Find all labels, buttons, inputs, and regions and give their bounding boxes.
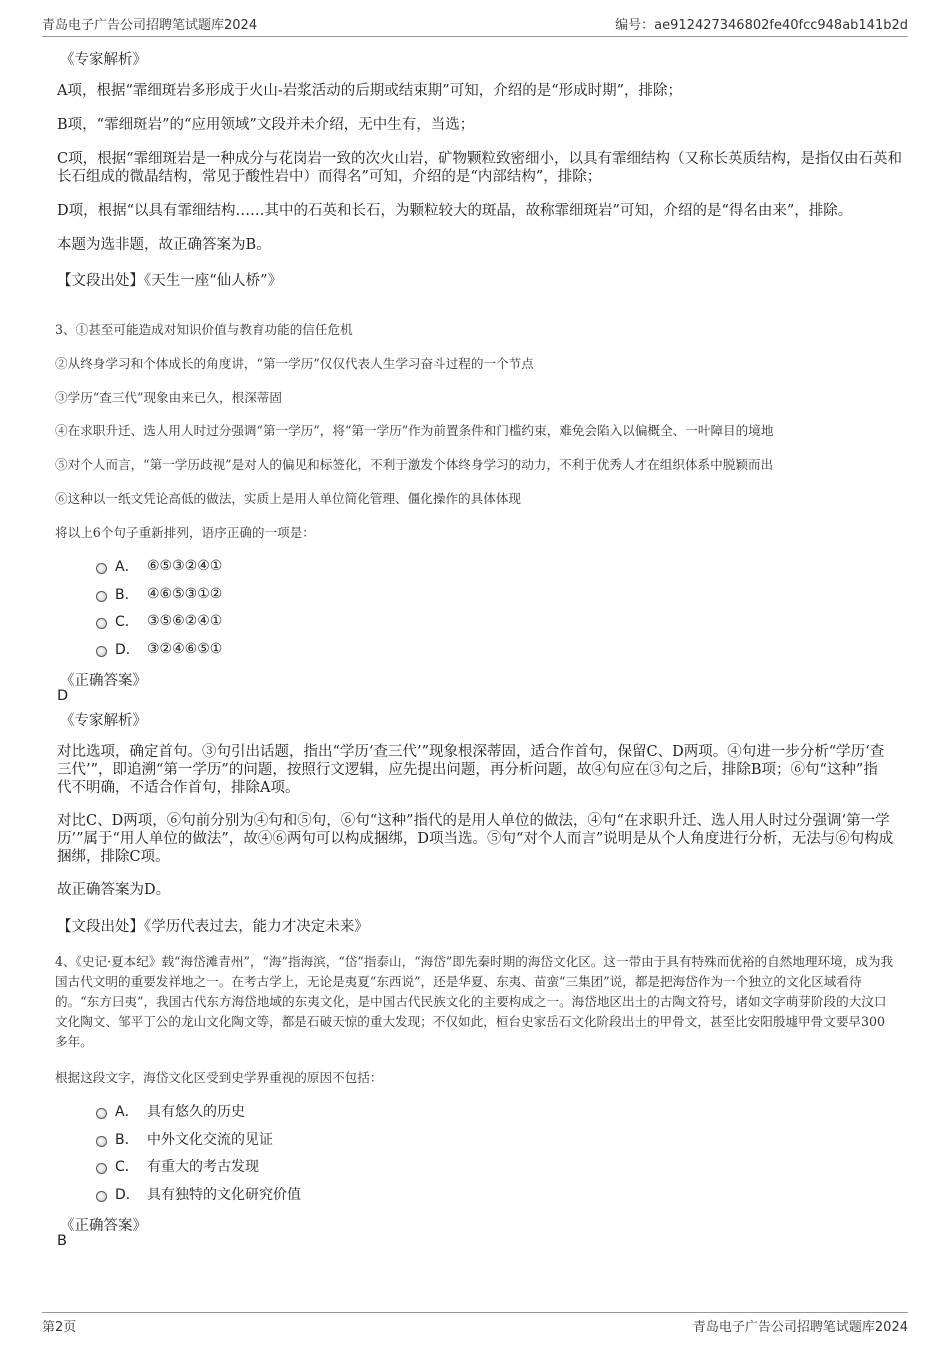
q3-analysis-label: 《专家解析》: [60, 713, 147, 729]
radio-icon[interactable]: [96, 618, 107, 629]
q3-prompt: 将以上6个句子重新排列，语序正确的一项是：: [55, 525, 315, 540]
analysis-line-a: A项，根据“霏细斑岩多形成于火山-岩浆活动的后期或结束期”可知，介绍的是“形成时期”，排除；: [57, 83, 683, 99]
q3-sentence-5: ⑤对个人而言，“第一学历歧视”是对人的偏见和标签化，不利于激发个体终身学习的动力，不利于优秀人才在组织体系中脱颖而出: [55, 457, 774, 472]
q3-sentence-1: 3、①甚至可能造成对知识价值与教育功能的信任危机: [55, 322, 353, 337]
radio-icon[interactable]: [96, 1191, 107, 1202]
q3-option-c[interactable]: C． ③⑤⑥②④①: [96, 611, 222, 631]
radio-icon[interactable]: [96, 1136, 107, 1147]
q4-option-d[interactable]: D． 具有独特的文化研究价值: [96, 1184, 301, 1204]
analysis-line-c: C项，根据“霏细斑岩是一种成分与花岗岩一致的次火山岩，矿物颗粒致密细小，以具有霏细结构（又称长英质结构，是指仅由石英和长石组成的微晶结构，常见于酸性岩中）而得名”可知，介绍的是“内部结构”，排除；: [57, 151, 903, 185]
radio-icon[interactable]: [96, 1163, 107, 1174]
analysis-conclusion: 本题为选非题，故正确答案为B。: [57, 237, 271, 253]
radio-icon[interactable]: [96, 1108, 107, 1119]
q3-sentence-6: ⑥这种以一纸文凭论高低的做法，实质上是用人单位简化管理、僵化操作的具体体现: [55, 491, 521, 506]
q3-answer-value: D: [57, 688, 69, 704]
q4-option-a[interactable]: A． 具有悠久的历史: [96, 1101, 245, 1121]
footer-title: 青岛电子广告公司招聘笔试题库2024: [692, 1320, 908, 1335]
q3-analysis-3: 故正确答案为D。: [57, 882, 171, 898]
q4-answer-value: B: [57, 1233, 67, 1249]
header-code: 编号：ae912427346802fe40fcc948ab141b2d: [615, 18, 908, 33]
q4-option-b[interactable]: B． 中外文化交流的见证: [96, 1129, 273, 1149]
q3-source-note: 【文段出处】《学历代表过去，能力才决定未来》: [57, 919, 369, 935]
source-note: 【文段出处】《天生一座“仙人桥”》: [57, 273, 283, 289]
q4-option-c[interactable]: C． 有重大的考古发现: [96, 1156, 259, 1176]
q3-analysis-1: 对比选项，确定首句。③句引出话题，指出“学历‘查三代’”现象根深蒂固，适合作首句，保留C、D两项。④句进一步分析“学历‘查三代’”，即追溯“第一学历”的问题，按照行文逻辑，应先提出问题，再分析问题，故④句应在③句之后，排除B项；⑥句“这种”指代不明确，不适合作首句，排除A项。: [57, 744, 885, 796]
q3-option-a[interactable]: A． ⑥⑤③②④①: [96, 556, 222, 576]
page-footer: [42, 1312, 908, 1335]
q3-answer-label: 《正确答案》: [60, 673, 147, 689]
q3-sentence-2: ②从终身学习和个体成长的角度讲，“第一学历”仅仅代表人生学习奋斗过程的一个节点: [55, 356, 534, 371]
q4-answer-label: 《正确答案》: [60, 1218, 147, 1234]
q3-option-b[interactable]: B． ④⑥⑤③①②: [96, 584, 222, 604]
radio-icon[interactable]: [96, 563, 107, 574]
q3-option-d[interactable]: D． ③②④⑥⑤①: [96, 639, 222, 659]
page-header: [42, 14, 908, 37]
q3-sentence-4: ④在求职升迁、选人用人时过分强调“第一学历”，将“第一学历”作为前置条件和门槛约束，难免会陷入以偏概全、一叶障目的境地: [55, 423, 774, 438]
q3-sentence-3: ③学历“查三代”现象由来已久，根深蒂固: [55, 390, 282, 405]
analysis-line-d: D项，根据“以具有霏细结构……其中的石英和长石，为颗粒较大的斑晶，故称霏细斑岩”可知，介绍的是“得名由来”，排除。: [57, 203, 853, 219]
header-title: 青岛电子广告公司招聘笔试题库2024: [42, 18, 258, 33]
analysis-line-b: B项，“霏细斑岩”的“应用领域”文段并未介绍，无中生有，当选；: [57, 117, 475, 133]
radio-icon[interactable]: [96, 646, 107, 657]
q4-passage: 4、《史记·夏本纪》载“海岱滩青州”，“海”指海滨，“岱”指泰山，“海岱”即先秦时期的海岱文化区。这一带由于具有特殊而优裕的自然地理环境，成为我国古代文明的重要发祥地之一。在考古学上，无论是夷夏“东西说”，还是华夏、东夷、苗蛮“三集团”说，都是把海岱作为一个独立的文化区域看待的。“东方曰夷”，我国古代东方海岱地域的东夷文化，是中国古代民族文化的主要构成之一。海岱地区出土的古陶文符号，诸如文字萌芽阶段的大汶口文化陶文、邹平丁公的龙山文化陶文等，都是石破天惊的重大发现；不仅如此，桓台史家岳石文化阶段出土的甲骨文，甚至比安阳殷墟甲骨文要早300多年。: [55, 954, 894, 1049]
q4-prompt: 根据这段文字，海岱文化区受到史学界重视的原因不包括：: [55, 1070, 383, 1085]
radio-icon[interactable]: [96, 591, 107, 602]
expert-analysis-label: 《专家解析》: [60, 52, 147, 68]
footer-page-number: 第2页: [42, 1320, 77, 1335]
q3-analysis-2: 对比C、D两项，⑥句前分别为④句和⑤句，⑥句“这种”指代的是用人单位的做法，④句“在求职升迁、选人用人时过分强调‘第一学历’”属于“用人单位的做法”，故④⑥两句可以构成捆绑，D项当选。⑤句“对个人而言”说明是从个人角度进行分析，无法与⑥句构成捆绑，排除C项。: [57, 813, 894, 865]
